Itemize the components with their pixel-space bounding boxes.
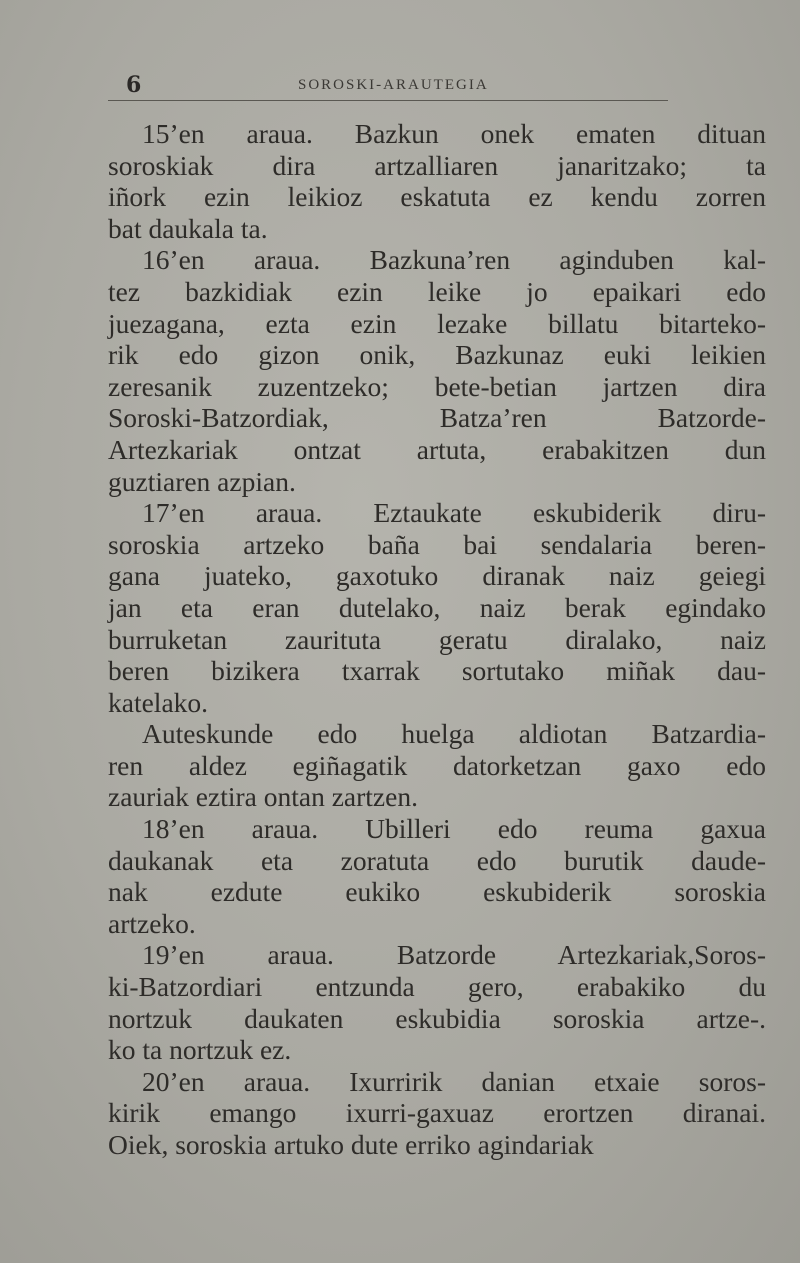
text-line: soroskia artzeko baña bai sendalaria beren- [108,528,766,560]
text-line: 18’en araua. Ubilleri edo reuma gaxua [142,813,766,845]
text-line: daukanak eta zoratuta edo burutik daude- [108,844,766,876]
page-number: 6 [126,72,142,98]
text-line: jan eta eran dutelako, naiz berak egindako [108,591,766,623]
text-line: nak ezdute eukiko eskubiderik soroskia [108,876,766,908]
text-line: Auteskunde edo huelga aldiotan Batzardia- [142,718,766,750]
text-line: beren bizikera txarrak sortutako miñak dau- [108,655,766,687]
text-line: bat daukala ta. [108,212,268,244]
text-line: soroskiak dira artzalliaren janaritzako; ta [108,149,766,181]
text-line: 20’en araua. Ixurririk danian etxaie soros- [142,1065,766,1097]
running-title: SOROSKI-ARAUTEGIA [298,77,489,93]
header-rule [108,100,668,101]
text-line: kirik emango ixurri-gaxuaz erortzen diranai. [108,1097,766,1129]
text-line: 15’en araua. Bazkun onek ematen dituan [142,118,766,149]
text-line: ren aldez egiñagatik datorketzan gaxo edo [108,749,766,781]
text-line: zauriak eztira ontan zartzen. [108,781,418,813]
text-line: rik edo gizon onik, Bazkunaz euki leikien [108,339,766,371]
body-text [108,118,766,1161]
text-line: 19’en araua. Batzorde Artezkariak,Soros- [142,939,766,971]
text-line: artzeko. [108,907,196,939]
text-line: ko ta nortzuk ez. [108,1034,292,1066]
page-header [108,72,668,102]
text-line: gana juateko, gaxotuko diranak naiz geiegi [108,560,766,592]
text-line: juezagana, ezta ezin lezake billatu bitarteko- [108,307,766,339]
text-line: zeresanik zuzentzeko; bete-betian jartzen dira [108,370,766,402]
text-line: Artezkariak ontzat artuta, erabakitzen dun [108,433,766,465]
text-line: ki-Batzordiari entzunda gero, erabakiko du [108,971,766,1003]
text-line: guztiaren azpian. [108,465,296,497]
text-line: iñork ezin leikioz eskatuta ez kendu zorren [108,181,766,213]
text-line: Oiek, soroskia artuko dute erriko agindariak [108,1129,594,1160]
text-line: 16’en araua. Bazkuna’ren aginduben kal- [142,244,766,276]
text-line: Soroski-Batzordiak, Batza’ren Batzorde- [108,402,766,434]
text-line: 17’en araua. Eztaukate eskubiderik diru- [142,497,766,529]
text-line: katelako. [108,686,209,718]
text-line: nortzuk daukaten eskubidia soroskia artze-. [108,1002,766,1034]
text-line: burruketan zaurituta geratu diralako, naiz [108,623,766,655]
text-line: tez bazkidiak ezin leike jo epaikari edo [108,275,766,307]
